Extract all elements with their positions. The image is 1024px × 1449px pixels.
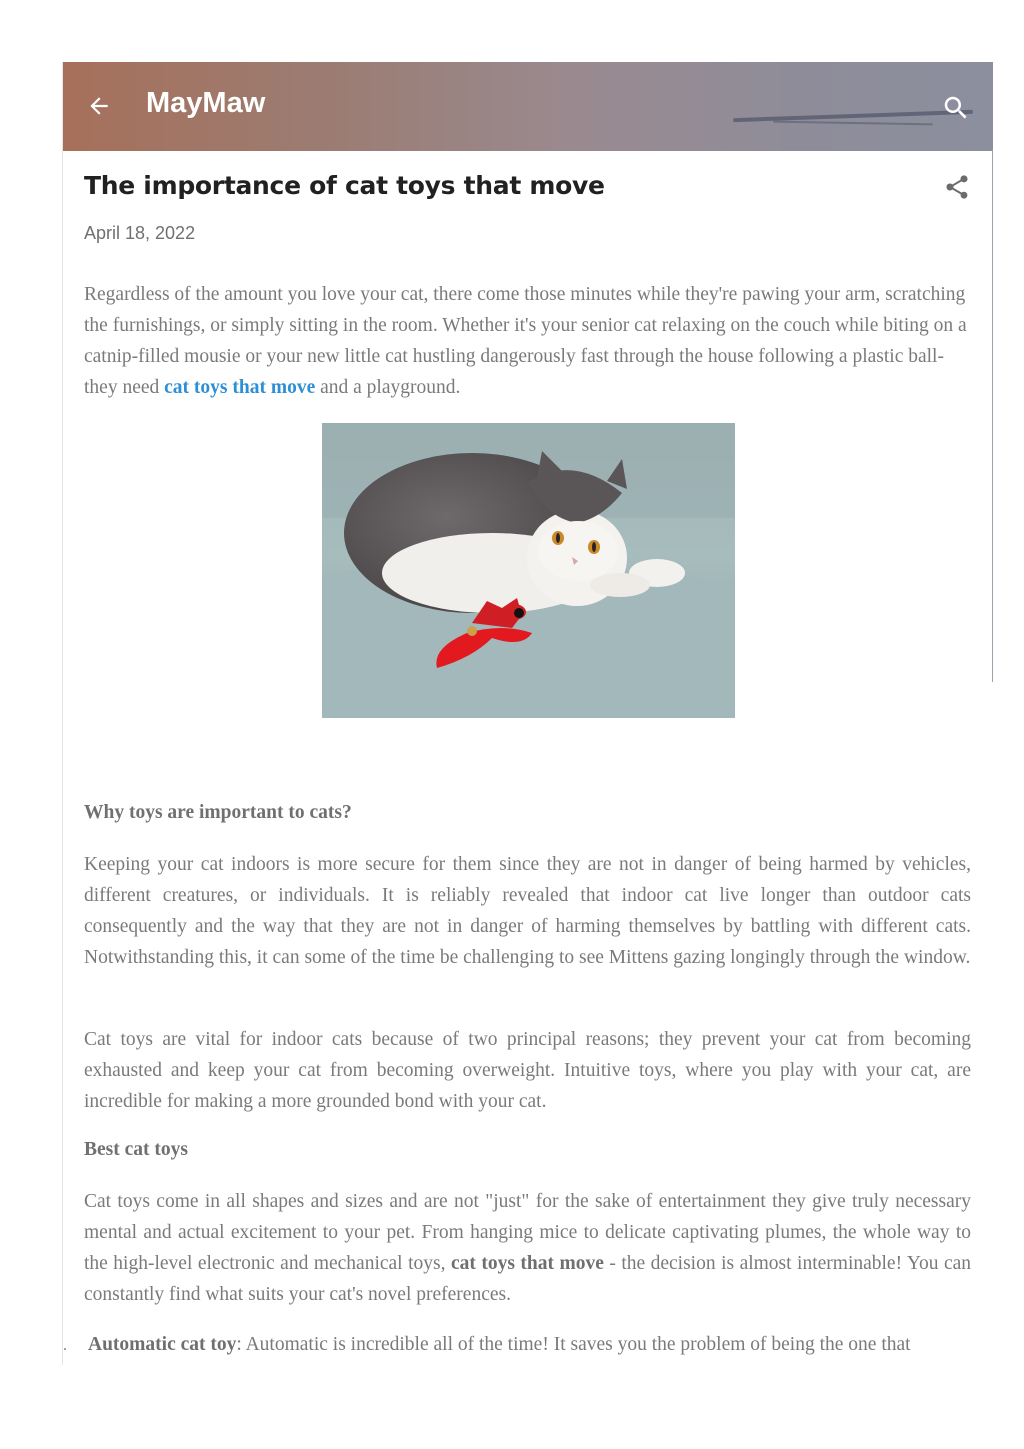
blog-title[interactable]: MayMaw	[146, 87, 266, 119]
share-button[interactable]	[943, 172, 971, 202]
header-background-streak	[733, 110, 973, 122]
automatic-toy-text: : Automatic is incredible all of the time! It saves you the problem of being the one that	[236, 1334, 911, 1355]
paragraph-indoor-cats: Keeping your cat indoors is more secure for them since they are not in danger of being harmed by vehicles, different creatures, or individuals. It is reliably revealed that indoor cat live longer than outdoor cats consequently and the way that they are not in danger of harming themselves by battling with different cats. Notwithstanding this, it can some of the time be challenging to see Mittens gazing longingly through the window.	[84, 854, 971, 968]
section-heading-why-toys: Why toys are important to cats?	[84, 802, 352, 823]
cat-toys-link[interactable]: cat toys that move	[164, 377, 316, 398]
post-title: The importance of cat toys that move	[84, 171, 605, 200]
intro-text-before: Regardless of the amount you love your cat, there come those minutes while they're pawing your arm, scratching the furnishings, or simply sitting in the room. Whether it's your senior cat relaxing on the couch while biting on a catnip-filled mousie or your new little cat hustling dangerously fast through the house following a plastic ball-they need	[84, 284, 967, 398]
back-button[interactable]	[83, 90, 115, 122]
list-item-automatic-toy	[88, 1329, 971, 1360]
blog-post-frame	[62, 62, 993, 1365]
search-icon	[941, 93, 971, 123]
arrow-left-icon	[86, 93, 112, 119]
best-toys-text-after: - the decision is almost interminable! You can constantly find what suits your cat's novel preferences.	[84, 1253, 972, 1305]
share-icon	[943, 172, 971, 202]
blog-header	[63, 62, 993, 151]
cat-photo	[322, 423, 735, 718]
list-bullet: .	[63, 1337, 67, 1354]
search-button[interactable]	[941, 93, 971, 123]
paragraph-best-cat-toys	[84, 1186, 971, 1310]
intro-text-after: and a playground.	[315, 377, 461, 398]
automatic-toy-bold: Automatic cat toy	[88, 1334, 237, 1355]
header-background-streak	[773, 121, 933, 126]
post-date: April 18, 2022	[84, 223, 196, 243]
intro-paragraph	[84, 279, 971, 403]
best-toys-text-before: Cat toys come in all shapes and sizes and are not "just" for the sake of entertainment they give truly necessary mental and actual excitement to your pet. From hanging mice to delicate captivating plumes, the whole way to the high-level electronic and mechanical toys,	[84, 1191, 971, 1274]
best-toys-bold: cat toys that move	[450, 1253, 604, 1274]
section-heading-best-toys: Best cat toys	[84, 1139, 188, 1160]
paragraph-cat-toys-vital: Cat toys are vital for indoor cats because of two principal reasons; they prevent your cat from becoming exhausted and keep your cat from becoming overweight. Intuitive toys, where you play with your cat, are incredible for making a more grounded bond with your cat.	[84, 1029, 971, 1112]
